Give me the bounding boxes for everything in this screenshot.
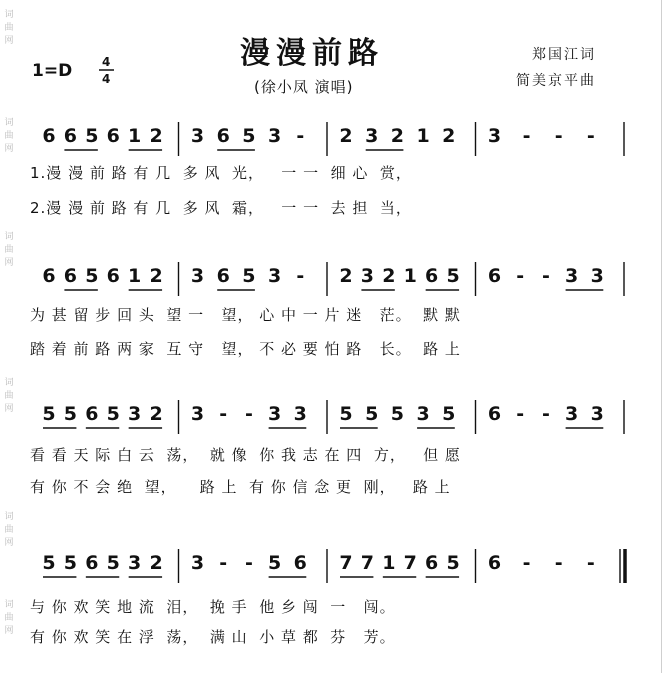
note: 5: [63, 403, 78, 425]
watermark-glyph: 曲: [4, 131, 14, 141]
lyric-verse-1: 为 甚 留 步 回 头 望 一 望， 心 中 一 片 迷 茫。 默 默: [30, 306, 461, 324]
note: 3: [564, 265, 579, 287]
note: 6: [425, 265, 439, 287]
watermark-glyph: 曲: [4, 245, 14, 255]
note-dash: -: [219, 403, 228, 425]
note-dash: -: [541, 403, 550, 425]
watermark-glyph: 网: [4, 36, 14, 46]
note: 3: [128, 403, 142, 425]
lyric-verse-2: 踏 着 前 路 两 家 互 守 望， 不 必 要 怕 路 长。 路 上: [30, 340, 461, 358]
note-dash: -: [219, 552, 228, 574]
lyric-verse-1: 看 看 天 际 白 云 荡， 就 像 你 我 志 在 四 方， 但 愿: [30, 446, 461, 464]
note: 5: [42, 552, 56, 574]
watermark-glyph: 曲: [4, 23, 14, 33]
note: 6: [487, 552, 502, 574]
note-dash: -: [244, 403, 253, 425]
note: 5: [442, 403, 456, 425]
note: 3: [190, 552, 205, 574]
note-dash: -: [522, 552, 531, 574]
watermark-glyph: 词: [4, 378, 14, 388]
note: 7: [360, 552, 375, 574]
note: 1: [403, 265, 417, 287]
watermark-glyph: 网: [4, 404, 14, 414]
note: 1: [128, 125, 142, 147]
note: 2: [149, 403, 163, 425]
note-dash: -: [554, 125, 563, 147]
note-dash: -: [554, 552, 563, 574]
note-dash: -: [296, 265, 305, 287]
note: 3: [267, 403, 282, 425]
lyric-verse-1: 与 你 欢 笑 地 流 泪， 挽 手 他 乡 闯 一 闯。: [30, 598, 396, 616]
note-dash: -: [516, 403, 525, 425]
note: 3: [590, 403, 604, 425]
lyric-verse-2: 有 你 欢 笑 在 浮 荡， 满 山 小 草 都 芬 芳。: [30, 628, 396, 646]
note: 6: [85, 552, 99, 574]
watermark-glyph: 网: [4, 538, 14, 548]
note: 2: [339, 125, 353, 147]
watermark-glyph: 曲: [4, 613, 14, 623]
watermark-glyph: 词: [4, 10, 14, 20]
note: 2: [390, 125, 404, 147]
note: 5: [267, 552, 282, 574]
note: 3: [267, 125, 282, 147]
watermark-glyph: 曲: [4, 525, 14, 535]
key-signature: 1=D: [32, 61, 73, 81]
watermark-glyph: 曲: [4, 391, 14, 401]
note: 5: [85, 125, 99, 147]
note: 6: [216, 265, 230, 287]
note: 6: [63, 265, 78, 287]
note: 6: [106, 265, 120, 287]
note: 6: [42, 125, 56, 147]
note: 3: [564, 403, 579, 425]
note-dash: -: [586, 125, 595, 147]
note: 3: [365, 125, 379, 147]
note: 3: [190, 125, 205, 147]
note: 3: [416, 403, 430, 425]
note: 6: [487, 403, 502, 425]
note: 1: [382, 552, 396, 574]
lyric-verse-2: 有 你 不 会 绝 望， 路 上 有 你 信 念 更 刚， 路 上: [30, 478, 451, 496]
note-dash: -: [586, 552, 595, 574]
note: 6: [487, 265, 502, 287]
note: 5: [390, 403, 404, 425]
lyric-verse-1: 1.漫 漫 前 路 有 几 多 风 光， 一 一 细 心 赏，: [30, 164, 412, 182]
watermark-glyph: 网: [4, 144, 14, 154]
note: 3: [590, 265, 604, 287]
note: 2: [149, 552, 163, 574]
note: 2: [339, 265, 353, 287]
note: 6: [293, 552, 307, 574]
time-signature-bottom: 4: [102, 72, 111, 86]
note: 6: [85, 403, 99, 425]
note: 7: [339, 552, 353, 574]
watermark-glyph: 词: [4, 512, 14, 522]
note: 3: [487, 125, 502, 147]
note: 6: [425, 552, 439, 574]
singer-credit: (徐小凤 演唱): [254, 78, 354, 96]
note: 6: [42, 265, 56, 287]
watermark-glyph: 网: [4, 626, 14, 636]
note-dash: -: [244, 552, 253, 574]
note: 3: [190, 403, 205, 425]
note: 1: [416, 125, 430, 147]
note: 5: [339, 403, 353, 425]
note: 2: [442, 125, 456, 147]
watermark-glyph: 词: [4, 232, 14, 242]
note-dash: -: [541, 265, 550, 287]
note: 5: [106, 403, 120, 425]
note: 6: [216, 125, 230, 147]
note: 6: [63, 125, 78, 147]
note: 2: [382, 265, 396, 287]
note: 5: [85, 265, 99, 287]
note: 5: [446, 265, 460, 287]
note: 7: [403, 552, 417, 574]
note: 5: [365, 403, 379, 425]
note: 5: [242, 125, 256, 147]
time-signature-top: 4: [102, 55, 111, 69]
note: 3: [267, 265, 282, 287]
note: 3: [293, 403, 307, 425]
note-dash: -: [516, 265, 525, 287]
note: 6: [106, 125, 120, 147]
note: 3: [128, 552, 142, 574]
note: 3: [360, 265, 375, 287]
composer-credit: 简美京平曲: [516, 73, 596, 89]
note-dash: -: [296, 125, 305, 147]
song-title: 漫漫前路: [240, 36, 384, 71]
note: 5: [42, 403, 56, 425]
note: 2: [149, 265, 163, 287]
watermark-glyph: 词: [4, 600, 14, 610]
note: 5: [106, 552, 120, 574]
watermark-glyph: 词: [4, 118, 14, 128]
lyricist-credit: 郑国江词: [532, 47, 596, 63]
lyric-verse-2: 2.漫 漫 前 路 有 几 多 风 霜， 一 一 去 担 当，: [30, 199, 412, 217]
note: 1: [128, 265, 142, 287]
note: 5: [446, 552, 460, 574]
note: 5: [63, 552, 78, 574]
note: 5: [242, 265, 256, 287]
note-dash: -: [522, 125, 531, 147]
note: 3: [190, 265, 205, 287]
note: 2: [149, 125, 163, 147]
watermark-glyph: 网: [4, 258, 14, 268]
